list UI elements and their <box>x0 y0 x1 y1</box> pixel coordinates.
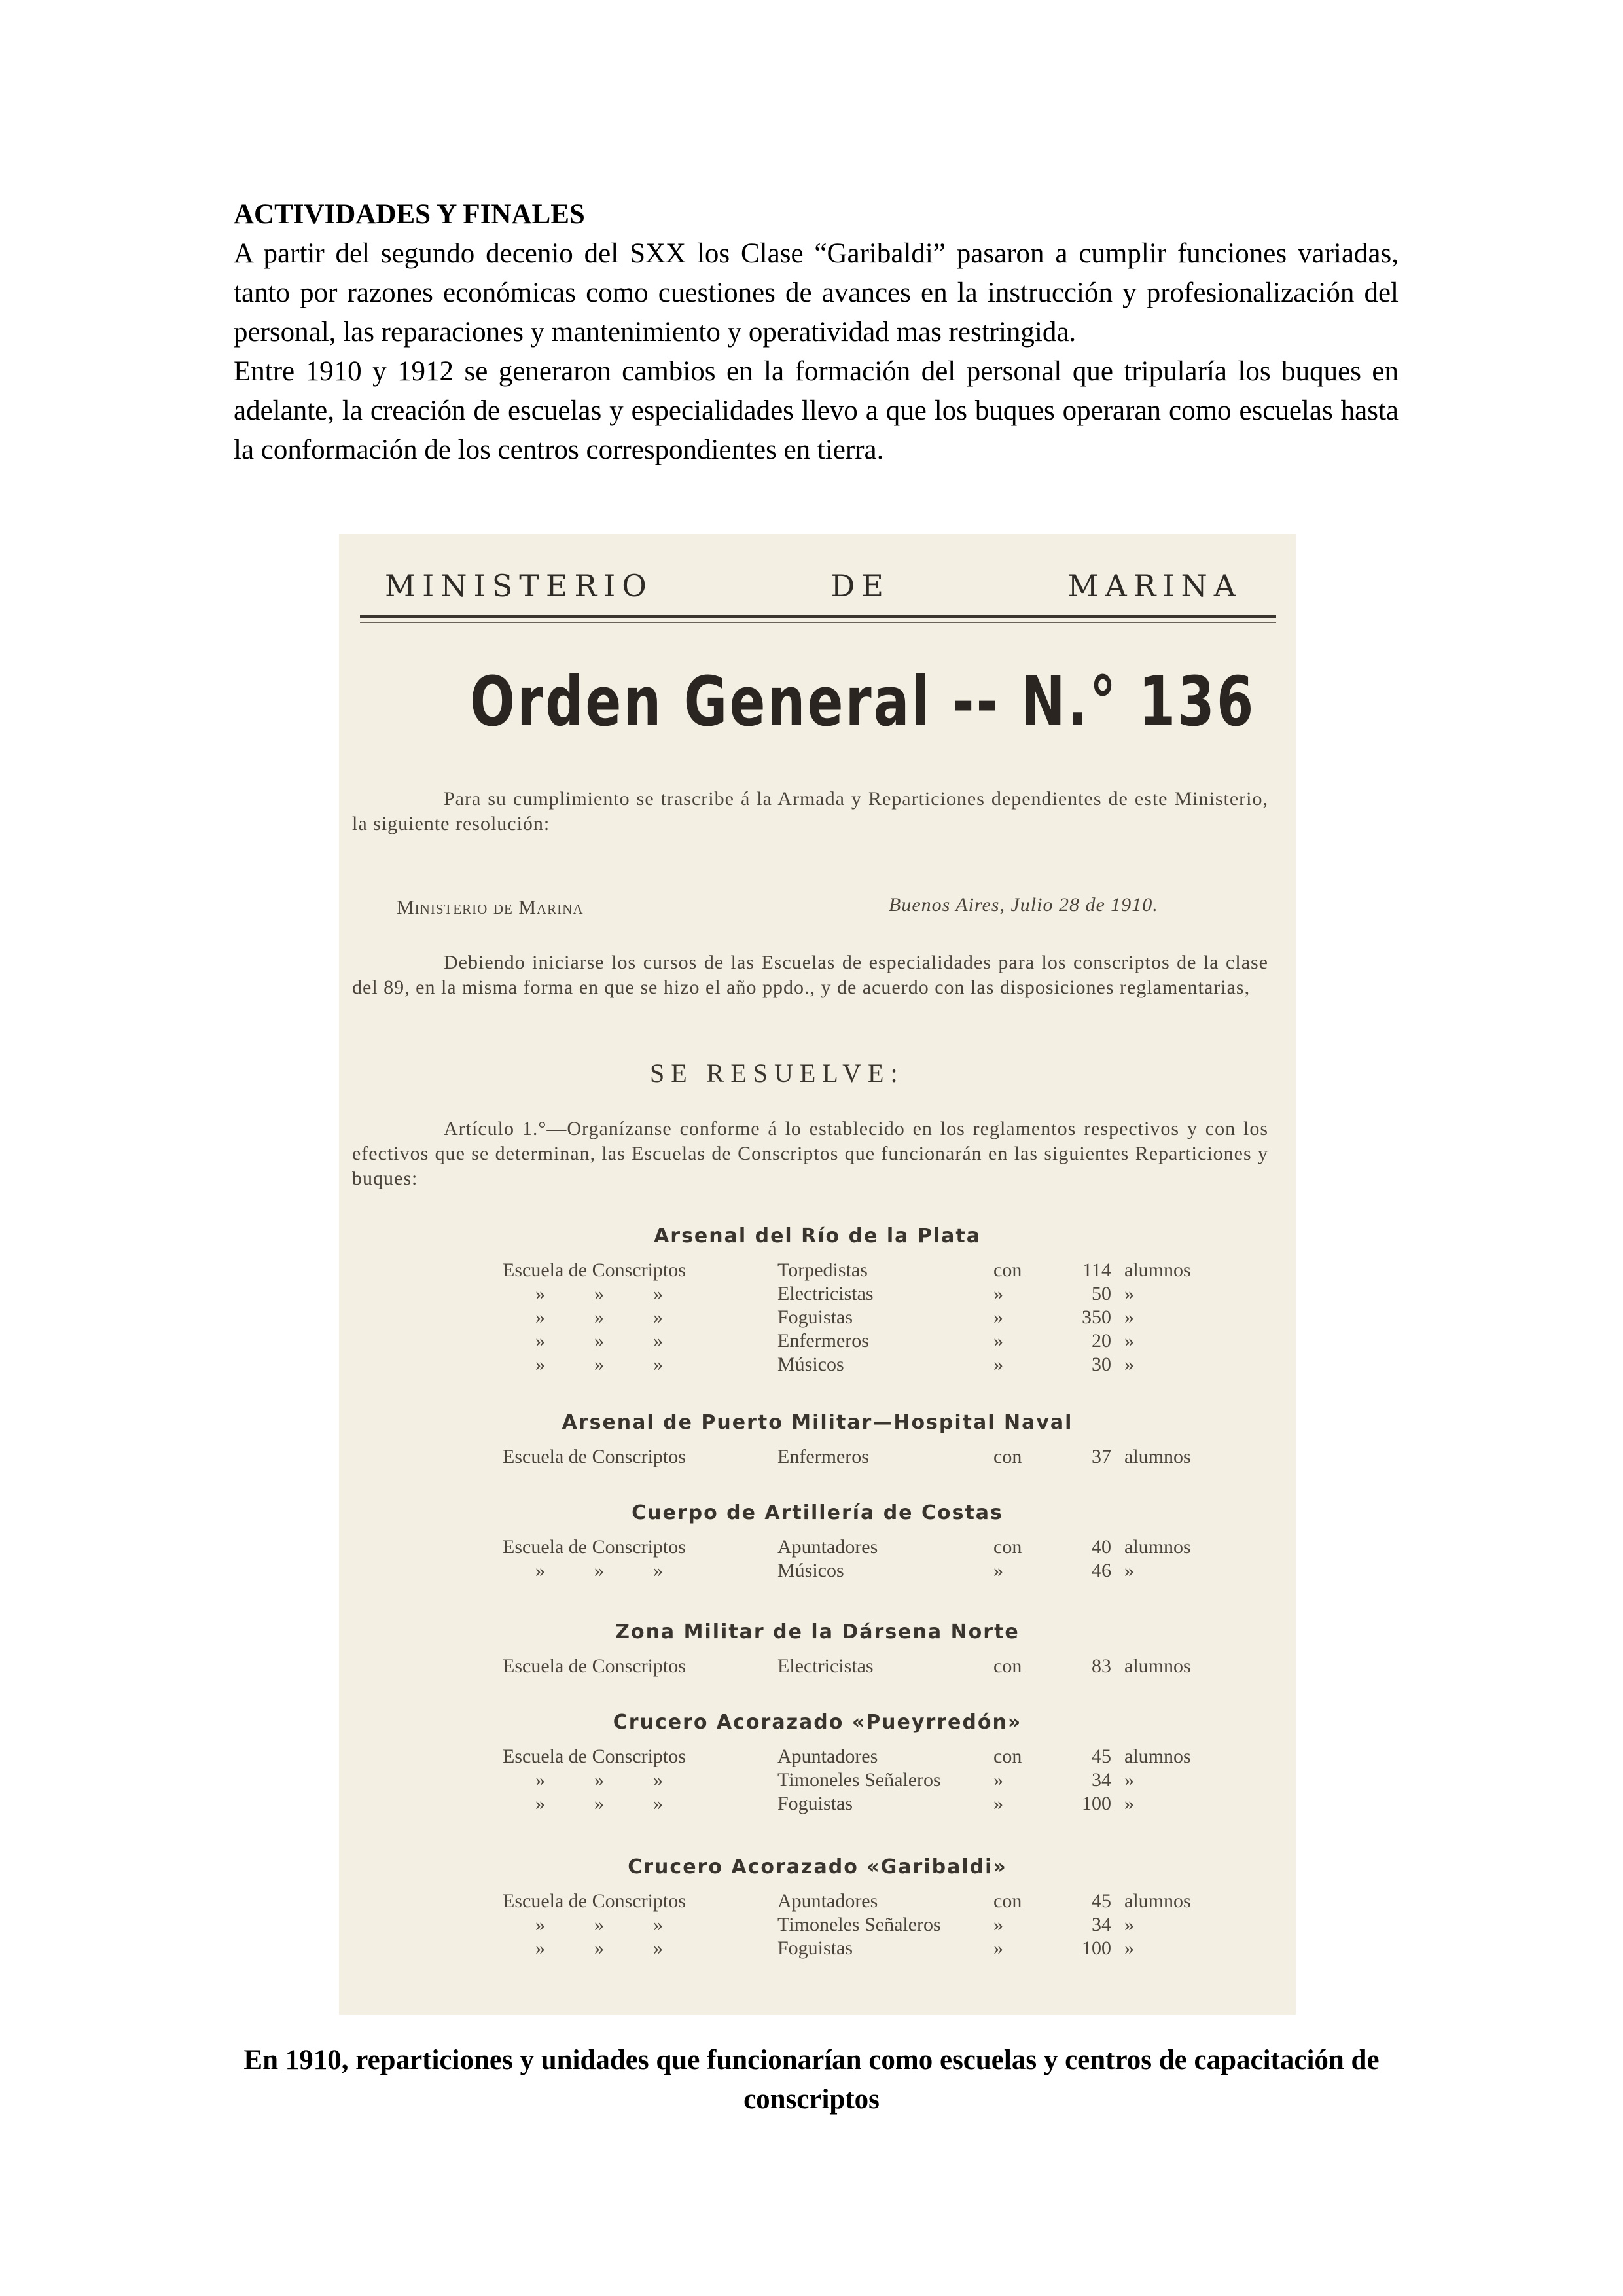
con-label: con <box>993 1259 1022 1281</box>
section-heading: ACTIVIDADES Y FINALES <box>234 199 585 230</box>
ditto-mark: » <box>535 1283 545 1304</box>
section-title: Arsenal del Río de la Plata <box>654 1225 981 1247</box>
alumnos-label: alumnos <box>1124 1655 1191 1677</box>
ditto-mark: » <box>993 1306 1003 1328</box>
ministry-small: Ministerio de Marina <box>397 897 584 918</box>
ditto-mark: » <box>1124 1330 1134 1352</box>
ditto-mark: » <box>594 1330 604 1352</box>
school-row <box>339 1768 1296 1792</box>
con-label: con <box>993 1890 1022 1912</box>
ditto-mark: » <box>594 1283 604 1304</box>
paragraph-2: Entre 1910 y 1912 se generaron cambios en la formación del personal que tripularía los buques en adelante, la creación de escuelas y especialidades llevo a que los buques operaran como escuelas hasta la conformación de los centros correspondientes en tierra. <box>234 356 1399 465</box>
school-row <box>339 1745 1296 1768</box>
ditto-mark: » <box>594 1769 604 1791</box>
con-label: con <box>993 1746 1022 1767</box>
ditto-mark: » <box>1124 1283 1134 1304</box>
header-rule-thin <box>360 622 1276 623</box>
ditto-mark: » <box>1124 1354 1134 1375</box>
school-label: Escuela de Conscriptos <box>503 1536 686 1558</box>
student-count: 83 <box>1092 1655 1111 1677</box>
school-label: Escuela de Conscriptos <box>503 1655 686 1677</box>
resolution-heading: SE RESUELVE: <box>650 1058 904 1088</box>
section-title: Crucero Acorazado «Garibaldi» <box>628 1856 1007 1878</box>
ditto-mark: » <box>993 1354 1003 1375</box>
student-count: 50 <box>1092 1283 1111 1304</box>
specialty: Torpedistas <box>777 1259 868 1281</box>
ditto-mark: » <box>653 1793 663 1814</box>
specialty: Enfermeros <box>777 1330 869 1352</box>
intro-text: Para su cumplimiento se trascribe á la Armada y Reparticiones dependientes de este Ministerio, la siguiente resolución: <box>352 788 1268 834</box>
student-count: 37 <box>1092 1446 1111 1467</box>
con-label: con <box>993 1446 1022 1467</box>
ditto-mark: » <box>1124 1306 1134 1328</box>
student-count: 30 <box>1092 1354 1111 1375</box>
order-date: Buenos Aires, Julio 28 de 1910. <box>889 894 1158 916</box>
school-row <box>339 1792 1296 1816</box>
ditto-mark: » <box>594 1560 604 1581</box>
school-row <box>339 1259 1296 1282</box>
student-count: 100 <box>1082 1937 1111 1959</box>
specialty: Apuntadores <box>777 1890 878 1912</box>
school-label: Escuela de Conscriptos <box>503 1890 686 1912</box>
preamble-text: Debiendo iniciarse los cursos de las Escuelas de especialidades para los conscriptos de la clase del 89, en la misma forma en que se hizo el año ppdo., y de acuerdo con las disposiciones reglamentarias, <box>352 952 1268 998</box>
ditto-mark: » <box>1124 1560 1134 1581</box>
alumnos-label: alumnos <box>1124 1890 1191 1912</box>
ditto-mark: » <box>594 1937 604 1959</box>
school-row <box>339 1329 1296 1353</box>
ditto-mark: » <box>535 1354 545 1375</box>
school-row <box>339 1353 1296 1376</box>
school-row <box>339 1937 1296 1960</box>
ditto-mark: » <box>594 1306 604 1328</box>
school-row <box>339 1890 1296 1913</box>
ditto-mark: » <box>1124 1769 1134 1791</box>
specialty: Electricistas <box>777 1655 874 1677</box>
article-text <box>234 195 1399 470</box>
student-count: 34 <box>1092 1769 1111 1791</box>
ditto-mark: » <box>993 1769 1003 1791</box>
specialty: Enfermeros <box>777 1446 869 1467</box>
school-row <box>339 1306 1296 1329</box>
specialty: Foguistas <box>777 1937 853 1959</box>
specialty: Foguistas <box>777 1306 853 1328</box>
ditto-mark: » <box>594 1793 604 1814</box>
section-title: Cuerpo de Artillería de Costas <box>632 1501 1003 1524</box>
figure-caption: En 1910, reparticiones y unidades que funcionarían como escuelas y centros de capacitación de conscriptos <box>243 2045 1380 2115</box>
school-label: Escuela de Conscriptos <box>503 1746 686 1767</box>
ditto-mark: » <box>1124 1914 1134 1935</box>
school-row <box>339 1559 1296 1583</box>
school-row <box>339 1282 1296 1306</box>
ditto-mark: » <box>653 1937 663 1959</box>
school-row <box>339 1445 1296 1469</box>
ditto-mark: » <box>1124 1793 1134 1814</box>
ditto-mark: » <box>535 1937 545 1959</box>
ditto-mark: » <box>535 1769 545 1791</box>
specialty: Músicos <box>777 1560 844 1581</box>
school-row <box>339 1535 1296 1559</box>
school-label: Escuela de Conscriptos <box>503 1259 686 1281</box>
alumnos-label: alumnos <box>1124 1446 1191 1467</box>
section-title: Crucero Acorazado «Pueyrredón» <box>613 1711 1022 1734</box>
student-count: 45 <box>1092 1746 1111 1767</box>
ditto-mark: » <box>535 1914 545 1935</box>
header-rule <box>360 615 1276 618</box>
school-row <box>339 1655 1296 1678</box>
ditto-mark: » <box>653 1769 663 1791</box>
specialty: Apuntadores <box>777 1746 878 1767</box>
specialty: Apuntadores <box>777 1536 878 1558</box>
ditto-mark: » <box>594 1914 604 1935</box>
student-count: 46 <box>1092 1560 1111 1581</box>
student-count: 114 <box>1082 1259 1111 1281</box>
student-count: 20 <box>1092 1330 1111 1352</box>
school-row <box>339 1913 1296 1937</box>
student-count: 34 <box>1092 1914 1111 1935</box>
section-title: Zona Militar de la Dársena Norte <box>615 1621 1020 1643</box>
order-title: Orden General -- N.° 136 <box>470 662 1256 742</box>
specialty: Foguistas <box>777 1793 853 1814</box>
ditto-mark: » <box>653 1560 663 1581</box>
ditto-mark: » <box>993 1560 1003 1581</box>
alumnos-label: alumnos <box>1124 1746 1191 1767</box>
ditto-mark: » <box>535 1306 545 1328</box>
scanned-order-document <box>339 534 1296 2015</box>
paragraph-1: A partir del segundo decenio del SXX los Clase “Garibaldi” pasaron a cumplir funciones variadas, tanto por razones económicas como cuestiones de avances en la instrucción y profesionalización del personal, las reparaciones y mantenimiento y operatividad mas restringida. <box>234 238 1399 348</box>
student-count: 350 <box>1082 1306 1111 1328</box>
ditto-mark: » <box>653 1354 663 1375</box>
ditto-mark: » <box>993 1914 1003 1935</box>
student-count: 45 <box>1092 1890 1111 1912</box>
alumnos-label: alumnos <box>1124 1259 1191 1281</box>
student-count: 100 <box>1082 1793 1111 1814</box>
con-label: con <box>993 1536 1022 1558</box>
ditto-mark: » <box>993 1330 1003 1352</box>
ditto-mark: » <box>535 1330 545 1352</box>
ditto-mark: » <box>1124 1937 1134 1959</box>
student-count: 40 <box>1092 1536 1111 1558</box>
specialty: Electricistas <box>777 1283 874 1304</box>
ministry-header: MINISTERIO DE MARINA <box>385 568 1242 603</box>
ditto-mark: » <box>653 1306 663 1328</box>
ditto-mark: » <box>993 1793 1003 1814</box>
ditto-mark: » <box>993 1283 1003 1304</box>
ditto-mark: » <box>993 1937 1003 1959</box>
alumnos-label: alumnos <box>1124 1536 1191 1558</box>
ditto-mark: » <box>594 1354 604 1375</box>
ditto-mark: » <box>653 1283 663 1304</box>
article-1-text: Artículo 1.°—Organízanse conforme á lo establecido en los reglamentos respectivos y con los efectivos que se determinan, las Escuelas de Conscriptos que funcionarán en las siguientes Reparticiones y buques: <box>352 1118 1268 1189</box>
school-label: Escuela de Conscriptos <box>503 1446 686 1467</box>
ditto-mark: » <box>535 1560 545 1581</box>
con-label: con <box>993 1655 1022 1677</box>
specialty: Músicos <box>777 1354 844 1375</box>
ditto-mark: » <box>535 1793 545 1814</box>
specialty: Timoneles Señaleros <box>777 1914 941 1935</box>
ditto-mark: » <box>653 1914 663 1935</box>
specialty: Timoneles Señaleros <box>777 1769 941 1791</box>
ditto-mark: » <box>653 1330 663 1352</box>
section-title: Arsenal de Puerto Militar—Hospital Naval <box>562 1411 1073 1434</box>
